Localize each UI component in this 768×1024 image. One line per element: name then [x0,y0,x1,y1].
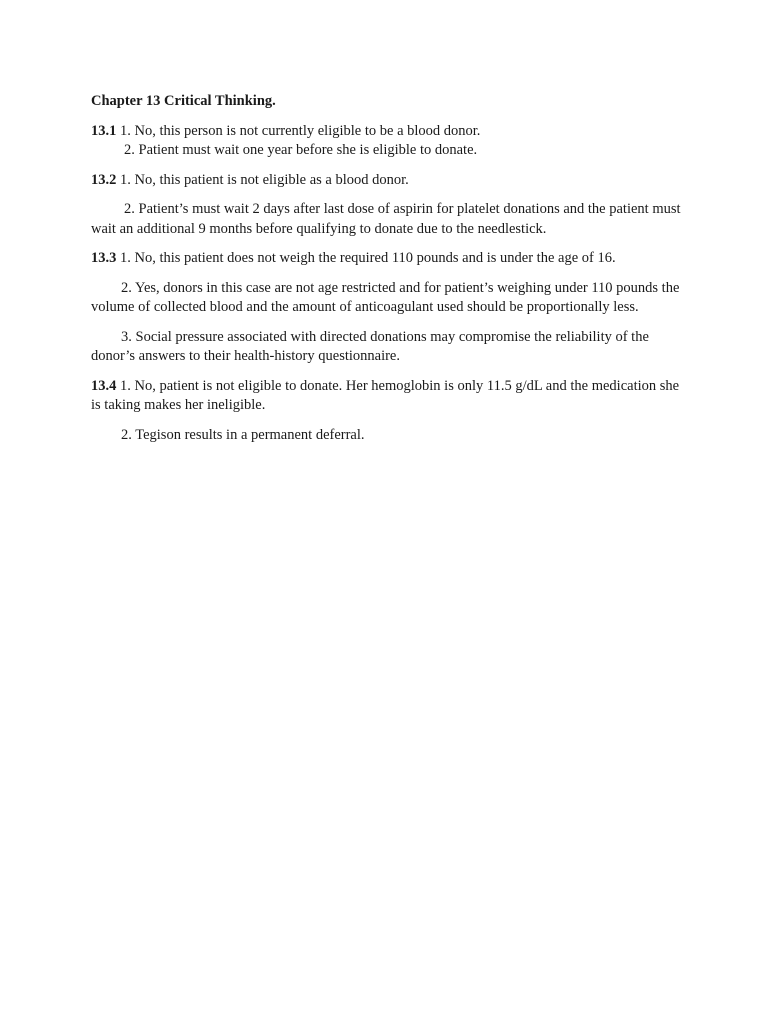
answer-text: 2. Patient must wait one year before she is eligible to donate. [124,142,478,158]
section-13-4-answer-1 [91,377,681,416]
section-number: 13.1 [91,122,117,139]
answer-text: 1. No, patient is not eligible to donate. Her hemoglobin is only 11.5 g/dL and the medication she is taking makes her ineligible. [91,377,680,413]
section-number: 13.4 [91,377,117,394]
section-13-1-answer-2 [91,141,681,161]
section-13-3-answer-3 [91,328,681,367]
section-13-2-answer-1 [91,171,681,191]
answer-text: 1. No, this person is not currently eligible to be a blood donor. [120,122,481,139]
document-body [91,92,681,455]
answer-text: 1. No, this patient does not weigh the required 110 pounds and is under the age of 16. [120,250,616,266]
answer-text: 3. Social pressure associated with directed donations may compromise the reliability of the donor’s answers to their health-history questionnaire. [91,328,649,364]
answer-text: 2. Tegison results in a permanent deferral. [121,426,365,443]
document-title: Chapter 13 Critical Thinking. [91,93,276,109]
section-13-4-answer-2 [91,426,681,446]
section-13-2-answer-2 [91,200,681,239]
answer-text: 1. No, this patient is not eligible as a blood donor. [120,171,409,188]
answer-text: 2. Yes, donors in this case are not age restricted and for patient’s weighing under 110 pounds the volume of collected blood and the amount of anticoagulant used should be proportionally less. [91,279,680,315]
answer-text: 2. Patient’s must wait 2 days after last dose of aspirin for platelet donations and the patient must wait an additional 9 months before qualifying to donate due to the needlestick. [91,201,681,237]
section-13-1-answer-1 [91,122,681,142]
section-number: 13.2 [91,171,117,188]
section-13-3-answer-1 [91,249,681,269]
section-number: 13.3 [91,250,117,266]
section-13-3-answer-2 [91,279,681,318]
